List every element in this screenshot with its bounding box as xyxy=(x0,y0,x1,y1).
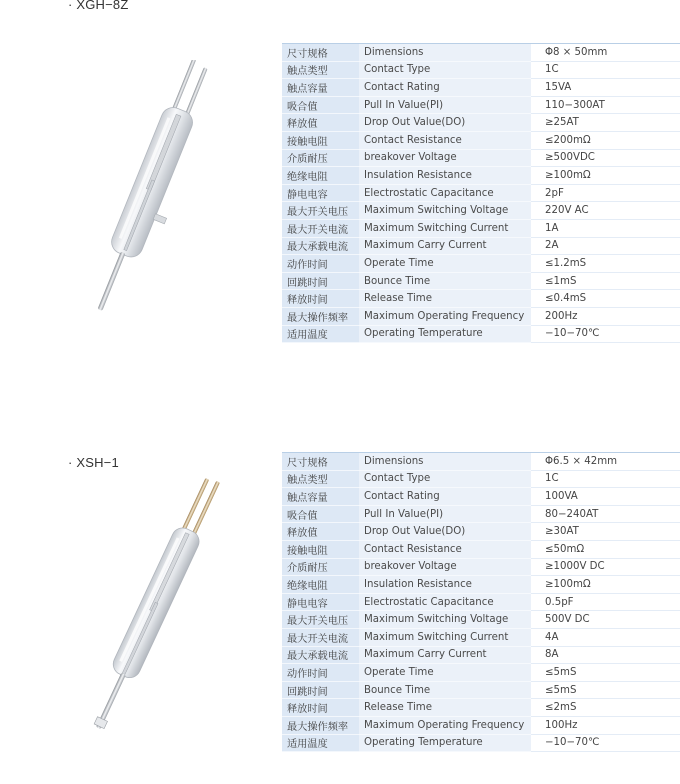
spec-label-cn: 动作时间 xyxy=(282,255,359,273)
spec-label-cn: 释放时间 xyxy=(282,699,359,717)
spec-value: 15VA xyxy=(531,79,680,97)
spec-label-en: Release Time xyxy=(359,699,531,717)
spec-label-en: Insulation Resistance xyxy=(359,167,531,185)
spec-label-cn: 静电电容 xyxy=(282,184,359,202)
spec-label-en: Maximum Operating Frequency xyxy=(359,307,531,325)
spec-label-cn: 最大操作频率 xyxy=(282,716,359,734)
spec-label-en: Contact Type xyxy=(359,470,531,488)
spec-value: ≤0.4mS xyxy=(531,290,680,308)
spec-value: −10−70℃ xyxy=(531,325,680,343)
spec-label-cn: 绝缘电阻 xyxy=(282,576,359,594)
spec-label-en: Dimensions xyxy=(359,453,531,471)
spec-value: 110−300AT xyxy=(531,96,680,114)
spec-value: 220V AC xyxy=(531,202,680,220)
table-row xyxy=(282,576,680,594)
table-row xyxy=(282,149,680,167)
spec-label-cn: 吸合值 xyxy=(282,96,359,114)
table-row xyxy=(282,44,680,62)
spec-label-cn: 触点容量 xyxy=(282,488,359,506)
product-title-xgh-8z: · XGH−8Z xyxy=(68,0,129,12)
spec-label-en: Pull In Value(PI) xyxy=(359,505,531,523)
table-row xyxy=(282,290,680,308)
spec-label-en: Drop Out Value(DO) xyxy=(359,114,531,132)
table-row xyxy=(282,79,680,97)
spec-label-en: breakover Voltage xyxy=(359,558,531,576)
product-title-xsh-1: · XSH−1 xyxy=(68,455,119,470)
table-row xyxy=(282,61,680,79)
spec-label-cn: 最大开关电流 xyxy=(282,628,359,646)
spec-value: ≤1.2mS xyxy=(531,255,680,273)
table-row xyxy=(282,558,680,576)
spec-label-en: Dimensions xyxy=(359,44,531,62)
spec-label-cn: 吸合值 xyxy=(282,505,359,523)
spec-label-en: Maximum Switching Voltage xyxy=(359,202,531,220)
spec-label-cn: 触点类型 xyxy=(282,61,359,79)
spec-value: 1C xyxy=(531,470,680,488)
spec-table-xsh-1 xyxy=(282,452,680,752)
table-row xyxy=(282,505,680,523)
spec-value: 200Hz xyxy=(531,307,680,325)
spec-label-en: Maximum Switching Voltage xyxy=(359,611,531,629)
spec-label-cn: 释放时间 xyxy=(282,290,359,308)
spec-label-cn: 最大开关电压 xyxy=(282,202,359,220)
spec-label-en: Maximum Switching Current xyxy=(359,628,531,646)
table-row xyxy=(282,272,680,290)
table-row xyxy=(282,219,680,237)
table-row xyxy=(282,488,680,506)
spec-label-cn: 触点容量 xyxy=(282,79,359,97)
table-row xyxy=(282,184,680,202)
spec-value: ≤5mS xyxy=(531,664,680,682)
spec-value: 2A xyxy=(531,237,680,255)
spec-value: ≤2mS xyxy=(531,699,680,717)
table-row xyxy=(282,325,680,343)
spec-value: 4A xyxy=(531,628,680,646)
spec-label-en: Maximum Carry Current xyxy=(359,646,531,664)
spec-label-en: Insulation Resistance xyxy=(359,576,531,594)
spec-label-cn: 动作时间 xyxy=(282,664,359,682)
table-row xyxy=(282,202,680,220)
spec-value: ≤200mΩ xyxy=(531,131,680,149)
spec-value: ≥30AT xyxy=(531,523,680,541)
reed-switch-xgh-8z-image xyxy=(40,60,270,330)
spec-value: 100Hz xyxy=(531,716,680,734)
table-row xyxy=(282,470,680,488)
spec-label-cn: 回跳时间 xyxy=(282,272,359,290)
spec-value: ≤50mΩ xyxy=(531,540,680,558)
spec-value: −10−70℃ xyxy=(531,734,680,752)
spec-value: ≤1mS xyxy=(531,272,680,290)
table-row xyxy=(282,593,680,611)
spec-label-en: Bounce Time xyxy=(359,681,531,699)
spec-value: 2pF xyxy=(531,184,680,202)
table-row xyxy=(282,664,680,682)
spec-label-en: Release Time xyxy=(359,290,531,308)
spec-label-en: Electrostatic Capacitance xyxy=(359,593,531,611)
spec-value: 1A xyxy=(531,219,680,237)
spec-label-en: Contact Type xyxy=(359,61,531,79)
spec-value: 500V DC xyxy=(531,611,680,629)
spec-label-en: Maximum Carry Current xyxy=(359,237,531,255)
spec-label-en: Contact Rating xyxy=(359,79,531,97)
spec-label-cn: 接触电阻 xyxy=(282,131,359,149)
table-row xyxy=(282,131,680,149)
spec-label-en: Operating Temperature xyxy=(359,325,531,343)
table-row xyxy=(282,540,680,558)
spec-label-cn: 最大操作频率 xyxy=(282,307,359,325)
spec-label-en: Maximum Switching Current xyxy=(359,219,531,237)
spec-label-en: Operating Temperature xyxy=(359,734,531,752)
spec-label-cn: 回跳时间 xyxy=(282,681,359,699)
table-row xyxy=(282,255,680,273)
spec-label-cn: 触点类型 xyxy=(282,470,359,488)
spec-value: ≤5mS xyxy=(531,681,680,699)
spec-label-cn: 最大开关电流 xyxy=(282,219,359,237)
spec-value: ≥1000V DC xyxy=(531,558,680,576)
spec-label-en: Contact Resistance xyxy=(359,540,531,558)
spec-value: Φ6.5 × 42mm xyxy=(531,453,680,471)
spec-label-cn: 适用温度 xyxy=(282,734,359,752)
table-row xyxy=(282,307,680,325)
spec-label-en: Contact Resistance xyxy=(359,131,531,149)
spec-label-cn: 静电电容 xyxy=(282,593,359,611)
reed-switch-xsh-1-image xyxy=(40,475,270,745)
spec-value: 100VA xyxy=(531,488,680,506)
spec-value: ≥100mΩ xyxy=(531,167,680,185)
spec-value: ≥500VDC xyxy=(531,149,680,167)
table-row xyxy=(282,453,680,471)
spec-value: 1C xyxy=(531,61,680,79)
spec-label-cn: 接触电阻 xyxy=(282,540,359,558)
table-row xyxy=(282,646,680,664)
spec-label-en: Contact Rating xyxy=(359,488,531,506)
spec-label-cn: 释放值 xyxy=(282,523,359,541)
spec-label-en: Pull In Value(PI) xyxy=(359,96,531,114)
table-row xyxy=(282,237,680,255)
spec-value: Φ8 × 50mm xyxy=(531,44,680,62)
spec-value: 80−240AT xyxy=(531,505,680,523)
spec-label-cn: 绝缘电阻 xyxy=(282,167,359,185)
table-row xyxy=(282,734,680,752)
spec-label-cn: 介质耐压 xyxy=(282,149,359,167)
spec-label-en: Maximum Operating Frequency xyxy=(359,716,531,734)
spec-label-cn: 最大开关电压 xyxy=(282,611,359,629)
spec-label-en: Bounce Time xyxy=(359,272,531,290)
spec-label-cn: 最大承载电流 xyxy=(282,646,359,664)
table-row xyxy=(282,699,680,717)
table-row xyxy=(282,611,680,629)
spec-label-en: breakover Voltage xyxy=(359,149,531,167)
spec-label-cn: 尺寸规格 xyxy=(282,453,359,471)
table-row xyxy=(282,523,680,541)
spec-label-cn: 适用温度 xyxy=(282,325,359,343)
table-row xyxy=(282,114,680,132)
spec-table-xgh-8z xyxy=(282,43,680,343)
spec-label-cn: 尺寸规格 xyxy=(282,44,359,62)
spec-label-en: Electrostatic Capacitance xyxy=(359,184,531,202)
table-row xyxy=(282,628,680,646)
spec-value: 8A xyxy=(531,646,680,664)
spec-label-en: Operate Time xyxy=(359,255,531,273)
spec-label-cn: 释放值 xyxy=(282,114,359,132)
table-row xyxy=(282,96,680,114)
spec-label-cn: 介质耐压 xyxy=(282,558,359,576)
spec-value: ≥25AT xyxy=(531,114,680,132)
spec-value: 0.5pF xyxy=(531,593,680,611)
table-row xyxy=(282,681,680,699)
spec-label-en: Drop Out Value(DO) xyxy=(359,523,531,541)
table-row xyxy=(282,716,680,734)
spec-value: ≥100mΩ xyxy=(531,576,680,594)
spec-label-cn: 最大承载电流 xyxy=(282,237,359,255)
spec-label-en: Operate Time xyxy=(359,664,531,682)
table-row xyxy=(282,167,680,185)
